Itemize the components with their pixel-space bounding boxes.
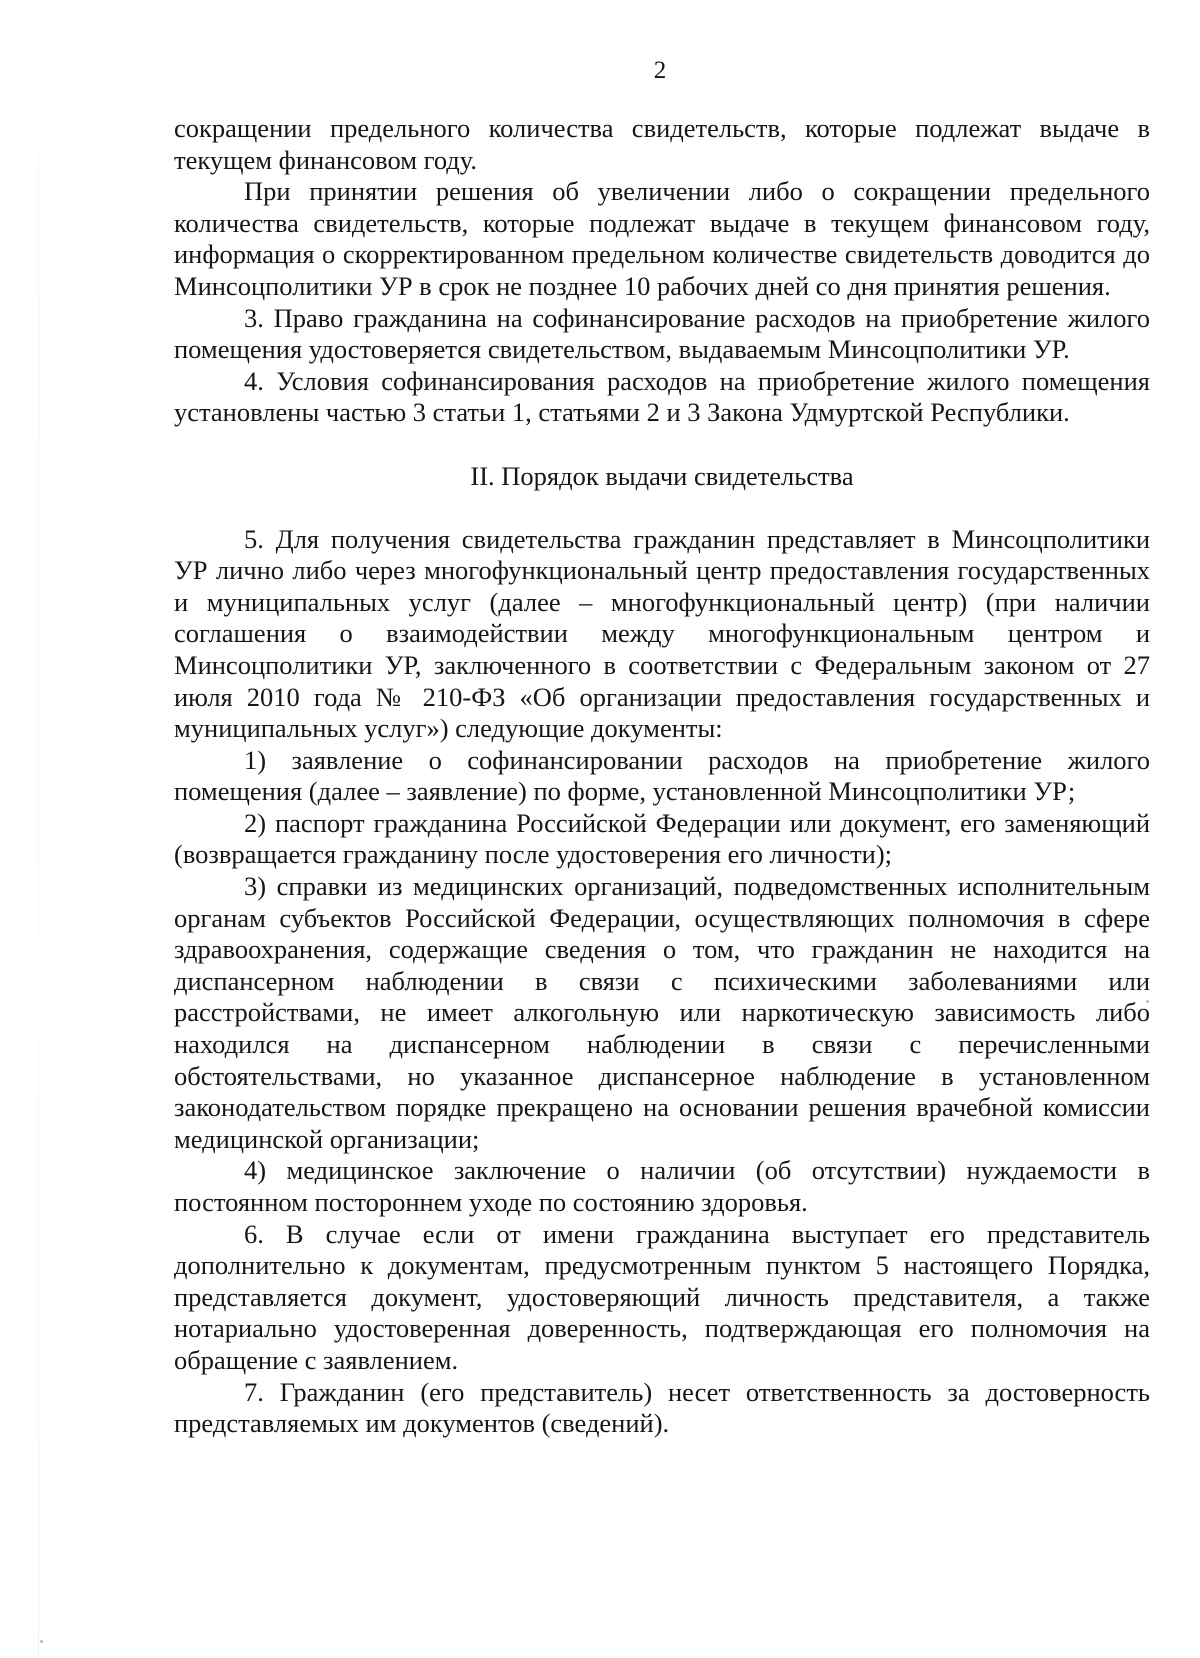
page-number: 2	[653, 57, 667, 84]
paragraph-decision-info: При принятии решения об увеличении либо о сокращении предельного количества свидетельств, которые подлежат выдаче в текущем финансовом году, информация о скорректированном предельном количестве свидетельств доводится до Минсоцполитики УР в срок не позднее 10 рабочих дней со дня принятия решения.	[174, 176, 1150, 301]
section-heading: II. Порядок выдачи свидетельства	[470, 460, 854, 491]
paragraph-5-item-4: 4) медицинское заключение о наличии (об отсутствии) нуждаемости в постоянном постороннем уходе по состоянию здоровья.	[174, 1155, 1150, 1217]
document-body	[174, 113, 1150, 1440]
paragraph-5-item-1: 1) заявление о софинансировании расходов на приобретение жилого помещения (далее – заявление) по форме, установленной Минсоцполитики УР;	[174, 744, 1150, 807]
scan-edge-line	[38, 0, 39, 1658]
paragraph-5-item-2: 2) паспорт гражданина Российской Федерации или документ, его заменяющий (возвращается гражданину после удостоверения его личности);	[174, 807, 1150, 870]
paragraph-7: 7. Гражданин (его представитель) несет ответственность за достоверность представляемых им документов (сведений).	[174, 1376, 1150, 1439]
scan-noise-dot	[40, 1640, 43, 1643]
paragraph-3: 3. Право гражданина на софинансирование расходов на приобретение жилого помещения удостоверяется свидетельством, выдаваемым Минсоцполитики УР.	[174, 302, 1150, 365]
paragraph-6: 6. В случае если от имени гражданина выступает его представитель дополнительно к документам, предусмотренным пунктом 5 настоящего Порядка, представляется документ, удостоверяющий личность представителя, а также нотариально удостоверенная доверенность, подтверждающая его полномочия на обращение с заявлением.	[174, 1218, 1150, 1375]
paragraph-continuation: сокращении предельного количества свидетельств, которые подлежат выдаче в текущем финансовом году.	[174, 113, 1150, 175]
paragraph-5: 5. Для получения свидетельства гражданин представляет в Минсоцполитики УР лично либо через многофункциональный центр предоставления государственных и муниципальных услуг (далее – многофункциональный центр) (при наличии соглашения о взаимодействии между многофункциональным центром и Минсоцполитики УР, заключенного в соответствии с Федеральным законом от 27 июля 2010 года № 210-ФЗ «Об организации предоставления государственных и муниципальных услуг») следующие документы:	[174, 523, 1150, 744]
paragraph-5-item-3: 3) справки из медицинских организаций, подведомственных исполнительным органам субъектов Российской Федерации, осуществляющих полномочия в сфере здравоохранения, содержащие сведения о том, что гражданин не находится на диспансерном наблюдении в связи с психическими заболеваниями или расстройствами, не имеет алкогольную или наркотическую зависимость либо находился на диспансерном наблюдении в связи с перечисленными обстоятельствами, но указанное диспансерное наблюдение в установленном законодательством порядке прекращено на основании решения врачебной комиссии медицинской организации;	[174, 871, 1150, 1154]
paragraph-4: 4. Условия софинансирования расходов на приобретение жилого помещения установлены частью 3 статьи 1, статьями 2 и 3 Закона Удмуртской Республики.	[174, 365, 1150, 428]
